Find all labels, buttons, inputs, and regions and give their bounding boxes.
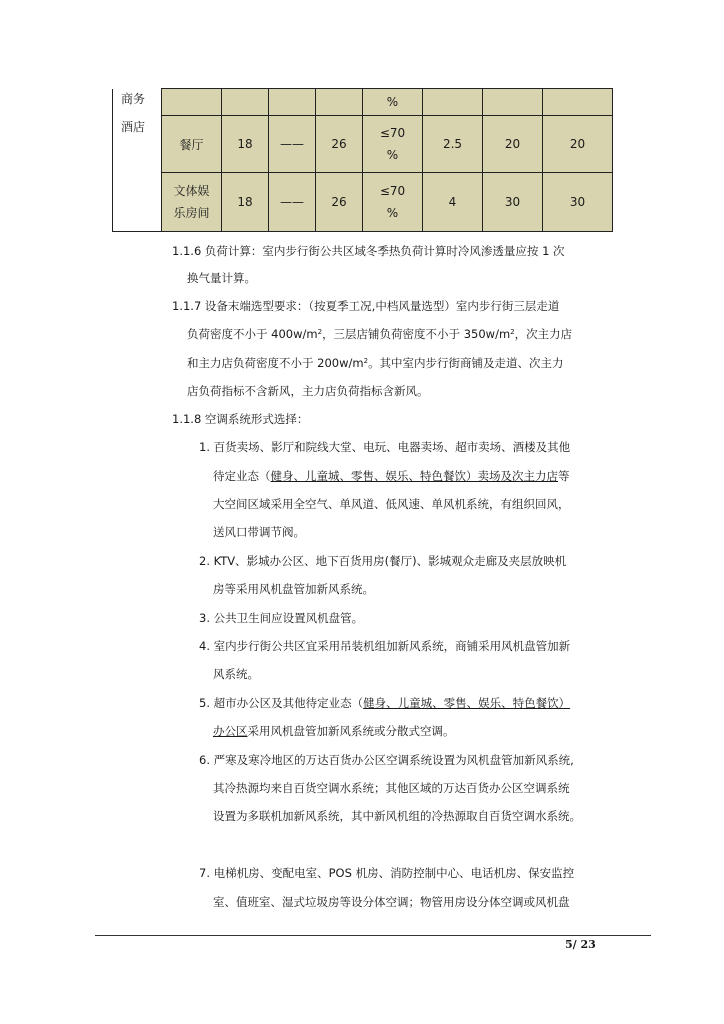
table-cell xyxy=(222,89,269,116)
item-7-line-2: 室、值班室、湿式垃圾房等设分体空调；物管用房设分体空调或风机盘 xyxy=(213,895,570,909)
table-cell: 18 xyxy=(222,116,269,173)
table-row xyxy=(113,116,613,173)
item-1-line-3: 大空间区域采用全空气、单风道、低风速、单风机系统，有组织回风， xyxy=(213,497,570,511)
table-cell: 20 xyxy=(543,116,613,173)
item-1-line-4: 送风口带调节阀。 xyxy=(213,525,305,539)
category-line-1: 商务 xyxy=(121,91,146,106)
table-cell xyxy=(483,89,543,116)
table-cell xyxy=(269,89,316,116)
superscript: 2 xyxy=(317,328,323,336)
table-cell: 26 xyxy=(316,116,363,173)
table-cell xyxy=(363,173,423,232)
underlined-text: 健身、儿童城、零售、娱乐、特色餐饮） xyxy=(363,696,571,710)
text-run: 采用风机盘管加新风系统或分散式空调。 xyxy=(247,724,455,738)
cell-line: ≤70 xyxy=(379,184,406,198)
text-run: 负荷密度不小于 400w/m xyxy=(187,327,318,341)
section-117-line-1: 1.1.7 设备末端选型要求：（按夏季工况,中档风量选型）室内步行街三层走道 xyxy=(172,299,560,313)
section-116-line-1: 1.1.6 负荷计算：室内步行街公共区域冬季热负荷计算时冷风渗透量应按 1 次 xyxy=(172,244,565,258)
text-run: 和主力店负荷密度不小于 200w/m xyxy=(187,356,364,370)
category-cell xyxy=(113,89,162,232)
cell-line: 文体娱 xyxy=(173,184,210,198)
row-name xyxy=(162,173,222,232)
table-cell: 18 xyxy=(222,173,269,232)
table-cell: —— xyxy=(269,173,316,232)
item-5-line-1 xyxy=(199,696,570,710)
item-6-line-1: 6. 严寒及寒冷地区的万达百货办公区空调系统设置为风机盘管加新风系统, xyxy=(199,753,574,767)
section-117-line-4: 店负荷指标不含新风，主力店负荷指标含新风。 xyxy=(187,384,429,398)
cell-line: ≤70 xyxy=(379,126,406,140)
table-row xyxy=(113,89,613,116)
table-cell xyxy=(363,116,423,173)
section-117-line-2 xyxy=(187,327,572,341)
table-cell xyxy=(162,89,222,116)
section-118-title: 1.1.8 空调系统形式选择： xyxy=(172,412,309,426)
table-cell: % xyxy=(363,89,423,116)
table-row xyxy=(113,173,613,232)
item-6-line-3: 设置为多联机加新风系统，其中新风机组的冷热源取自百货空调水系统。 xyxy=(213,809,581,823)
item-1-line-1: 1. 百货卖场、影厅和院线大堂、电玩、电器卖场、超市卖场、酒楼及其他 xyxy=(199,440,571,454)
item-6-line-2: 其冷热源均来自百货空调水系统；其他区域的万达百货办公区空调系统 xyxy=(213,781,570,795)
item-5-line-2 xyxy=(213,724,455,738)
item-4-line-2: 风系统。 xyxy=(213,667,259,681)
hvac-parameter-table xyxy=(112,88,613,232)
table-cell xyxy=(423,89,483,116)
page-number: 5/ 23 xyxy=(565,938,596,951)
underlined-text: 健身、儿童城、零售、娱乐、特色餐饮）卖场及次主力店 xyxy=(270,469,558,483)
item-3-line-1: 3. 公共卫生间应设置风机盘管。 xyxy=(199,611,364,625)
text-run: ，次主力店 xyxy=(514,327,573,341)
item-2-line-2: 房等采用风机盘管加新风系统。 xyxy=(213,582,374,596)
text-run: 。其中室内步行街商铺及走道、次主力 xyxy=(368,356,564,370)
superscript: 2 xyxy=(510,328,515,336)
table-cell: 30 xyxy=(483,173,543,232)
text-run: 5. 超市办公区及其他待定业态（ xyxy=(199,696,364,710)
footer-rule xyxy=(95,935,651,936)
cell-line: 乐房间 xyxy=(173,206,210,220)
superscript: 2 xyxy=(363,357,369,365)
item-7-line-1: 7. 电梯机房、变配电室、POS 机房、消防控制中心、电话机房、保安监控 xyxy=(199,866,575,880)
table-cell: —— xyxy=(269,116,316,173)
table-cell: 26 xyxy=(316,173,363,232)
item-2-line-1: 2. KTV、影城办公区、地下百货用房(餐厅)、影城观众走廊及夹层放映机 xyxy=(199,554,567,568)
text-run: ，三层店铺负荷密度不小于 350w/m xyxy=(322,327,511,341)
cell-line: % xyxy=(386,206,399,220)
cell-line: % xyxy=(386,148,399,162)
table-cell: 30 xyxy=(543,173,613,232)
table-cell xyxy=(543,89,613,116)
item-1-line-2 xyxy=(213,469,570,483)
underlined-text: 办公区 xyxy=(213,724,248,738)
category-line-2: 酒店 xyxy=(121,119,146,134)
table-cell: 4 xyxy=(423,173,483,232)
section-116-line-2: 换气量计算。 xyxy=(187,271,256,285)
section-117-line-3 xyxy=(187,356,564,370)
table-cell xyxy=(316,89,363,116)
text-run: 等 xyxy=(558,469,570,483)
row-name: 餐厅 xyxy=(162,116,222,173)
item-4-line-1: 4. 室内步行街公共区宜采用吊装机组加新风系统，商铺采用风机盘管加新 xyxy=(199,639,571,653)
table-cell: 2.5 xyxy=(423,116,483,173)
table-cell: 20 xyxy=(483,116,543,173)
text-run: 待定业态（ xyxy=(213,469,271,483)
